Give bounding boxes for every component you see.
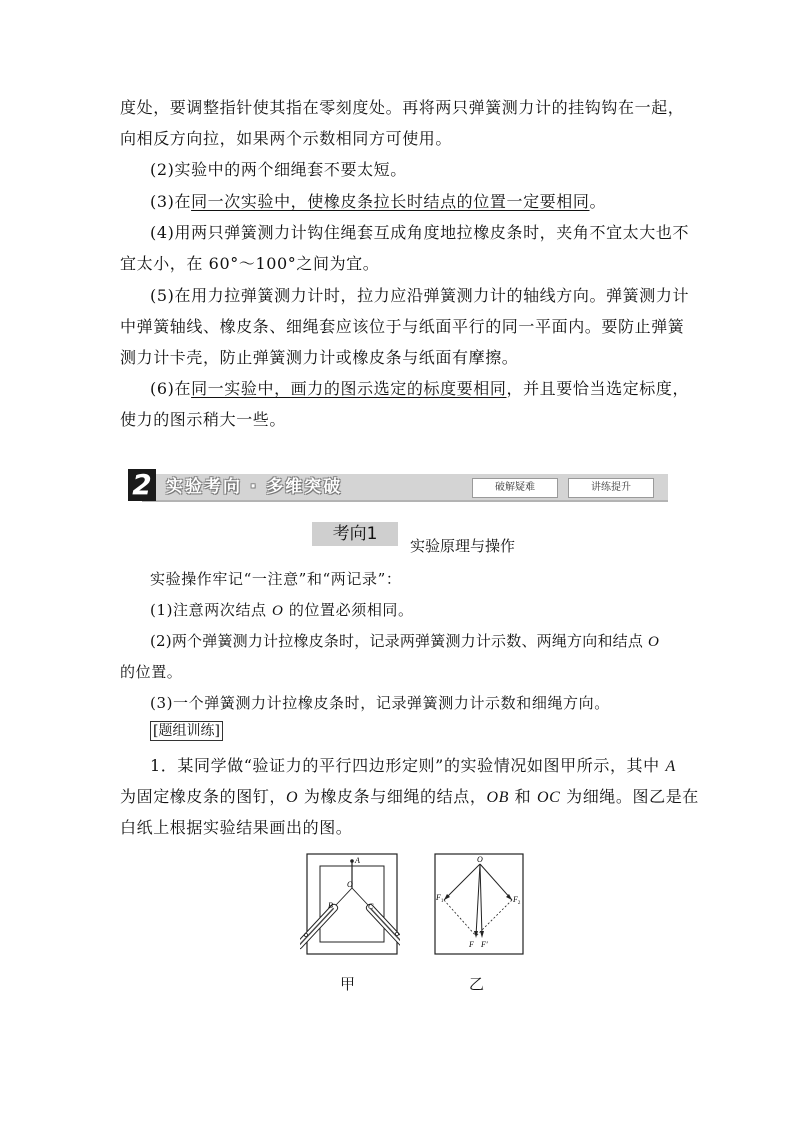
note-4-line-2: 宜太小，在 60°～100°之间为宜。 [120, 254, 380, 273]
q1-l2-a: 为固定橡皮条的图钉， [120, 787, 287, 806]
note-3-suffix: 。 [589, 192, 607, 211]
notes-item-1-point-o: O [272, 603, 284, 619]
question-1-line-1 [150, 756, 676, 777]
q1-l2-d: 为细绳。图乙是在 [560, 787, 699, 806]
question-1-line-3: 白纸上根据实验结果画出的图。 [120, 818, 353, 837]
note-5-line-1: (5)在用力拉弹簧测力计时，拉力应沿弹簧测力计的轴线方向。弹簧测力计 [150, 286, 690, 305]
notes-item-1-text-end: 的位置必须相同。 [283, 601, 414, 619]
q1-l2-b: 为橡皮条与细绳的结点， [298, 787, 487, 806]
note-2-short-rope: (2)实验中的两个细绳套不要太短。 [150, 160, 407, 179]
banner-number-badge: 2 [128, 469, 156, 501]
q1-l2-c: 和 [509, 787, 537, 806]
label-f1: $F_1$ [436, 893, 444, 904]
section-subtitle: 实验原理与操作 [410, 537, 516, 555]
notes-item-2-line-1 [150, 631, 659, 652]
label-f: F [469, 940, 474, 949]
note-3-underlined: 同一次实验中，使橡皮条拉长时结点的位置一定要相同 [191, 192, 590, 211]
paragraph-1-line-1: 度处，要调整指针使其指在零刻度处。再将两只弹簧测力计的挂钩钩在一起， [120, 98, 685, 117]
notes-item-2-line-2: 的位置。 [120, 663, 183, 681]
question-1-text: 1．某同学做“验证力的平行四边形定则”的实验情况如图甲所示，其中 [150, 756, 666, 775]
figure-yi-caption: 乙 [469, 975, 485, 993]
notes-item-3: (3)一个弹簧测力计拉橡皮条时，记录弹簧测力计示数和细绳方向。 [150, 694, 610, 712]
notes-item-1-text: (1)注意两次结点 [150, 601, 273, 619]
q1-rope-ob: OB [486, 789, 509, 806]
note-3-same-knot-position [150, 192, 606, 212]
banner-title: 实验考向 · 多维突破 [166, 477, 343, 497]
note-5-line-2: 中弹簧轴线、橡皮条、细绳套应该位于与纸面平行的同一平面内。要防止弹簧 [120, 317, 685, 336]
practice-improve-button[interactable]: 讲练提升 [568, 478, 654, 498]
note-6-suffix: ，并且要恰当选定标度， [506, 379, 690, 398]
notes-item-2-text: (2)两个弹簧测力计拉橡皮条时，记录两弹簧测力计示数、两绳方向和结点 [150, 632, 649, 650]
q1-rope-oc: OC [536, 789, 561, 806]
section-label: 考向1 [312, 522, 398, 546]
question-1-line-2 [120, 787, 699, 808]
paper-border [435, 854, 523, 954]
section-banner [128, 469, 668, 503]
figure-jia-caption: 甲 [340, 975, 356, 993]
question-1-point-a: A [665, 758, 676, 775]
notes-item-1 [150, 600, 414, 621]
notes-item-2-point-o: O [648, 634, 660, 650]
note-5-line-3: 测力计卡壳，防止弹簧测力计或橡皮条与纸面有摩擦。 [120, 348, 519, 367]
label-f-prime: F′ [481, 940, 488, 949]
label-o: O [347, 880, 353, 889]
label-c: C [368, 902, 374, 911]
note-6-prefix: (6)在 [150, 379, 192, 398]
crack-difficulty-button[interactable]: 破解疑难 [472, 478, 558, 498]
note-6-underlined: 同一实验中，画力的图示选定的标度要相同 [191, 379, 507, 398]
note-3-prefix: (3)在 [150, 192, 192, 211]
paragraph-1-line-2: 向相反方向拉，如果两个示数相同方可使用。 [120, 129, 453, 148]
notes-intro: 实验操作牢记“一注意”和“两记录”： [150, 570, 402, 588]
note-6-line-1 [150, 379, 689, 399]
label-a: A [355, 856, 360, 865]
figure-jia-apparatus [300, 850, 400, 958]
note-6-line-2: 使力的图示稍大一些。 [120, 410, 287, 429]
note-4-line-1: (4)用两只弹簧测力计钩住绳套互成角度地拉橡皮条时，夹角不宜太大也不 [150, 223, 690, 242]
label-o: O [477, 855, 483, 864]
label-b: B [328, 901, 333, 910]
figure-yi-force-diagram [432, 850, 528, 958]
label-f2: $F_2$ [513, 895, 521, 906]
q1-point-o: O [286, 789, 299, 806]
exercise-group-tag: [题组训练] [150, 721, 223, 741]
